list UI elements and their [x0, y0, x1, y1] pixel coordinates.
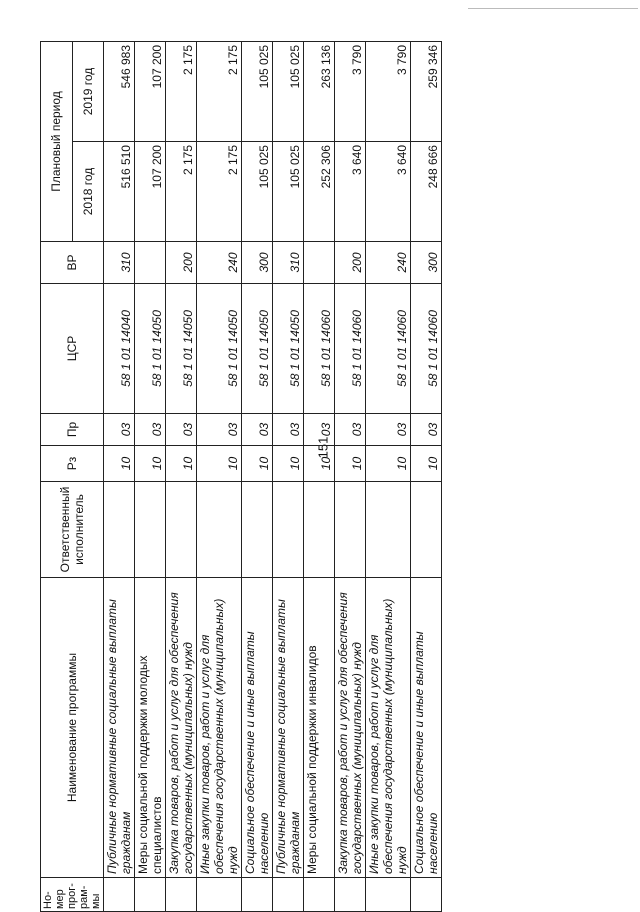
- rz-cell: 10: [242, 446, 273, 482]
- program-number-cell: [273, 878, 304, 912]
- vr-cell: 240: [366, 242, 411, 284]
- vr-cell: 240: [197, 242, 242, 284]
- table-row: [304, 41, 335, 911]
- csr-cell: 58 1 01 14040: [104, 284, 135, 414]
- rz-cell: 10: [411, 446, 442, 482]
- table-row: [197, 41, 242, 911]
- program-name-cell: Социальное обеспечение и иные выплаты населению: [411, 578, 442, 878]
- vr-cell: [304, 242, 335, 284]
- program-number-cell: [304, 878, 335, 912]
- vr-cell: 310: [273, 242, 304, 284]
- pr-cell: 03: [366, 414, 411, 446]
- table-row: [411, 41, 442, 911]
- program-name-cell: Иные закупки товаров, работ и услуг для обеспечения государственных (муниципальных) нужд: [197, 578, 242, 878]
- amount-2018-cell: 3 640: [366, 142, 411, 242]
- vr-cell: 300: [242, 242, 273, 284]
- program-name-cell: Меры социальной поддержки инвалидов: [304, 578, 335, 878]
- rz-cell: 10: [273, 446, 304, 482]
- program-number-cell: [166, 878, 197, 912]
- vr-cell: 200: [335, 242, 366, 284]
- header-planning-period: Плановый период: [41, 41, 73, 241]
- program-number-cell: [411, 878, 442, 912]
- pr-cell: 03: [242, 414, 273, 446]
- pr-cell: 03: [304, 414, 335, 446]
- pr-cell: 03: [166, 414, 197, 446]
- executor-cell: [135, 482, 166, 578]
- executor-cell: [104, 482, 135, 578]
- executor-cell: [366, 482, 411, 578]
- vr-cell: 300: [411, 242, 442, 284]
- executor-cell: [197, 482, 242, 578]
- pr-cell: 03: [273, 414, 304, 446]
- program-name-cell: Социальное обеспечение и иные выплаты населению: [242, 578, 273, 878]
- program-number-cell: [135, 878, 166, 912]
- program-name-cell: Закупка товаров, работ и услуг для обеспечения государственных (муниципальных) нужд: [335, 578, 366, 878]
- amount-2019-cell: 107 200: [135, 41, 166, 141]
- amount-2019-cell: 263 136: [304, 41, 335, 141]
- csr-cell: 58 1 01 14050: [242, 284, 273, 414]
- program-name-cell: Публичные нормативные социальные выплаты гражданам: [104, 578, 135, 878]
- amount-2019-cell: 3 790: [335, 41, 366, 141]
- program-number-cell: [366, 878, 411, 912]
- budget-table: [40, 41, 442, 912]
- amount-2019-cell: 2 175: [166, 41, 197, 141]
- program-name-cell: Иные закупки товаров, работ и услуг для обеспечения государственных (муниципальных) нужд: [366, 578, 411, 878]
- csr-cell: 58 1 01 14060: [335, 284, 366, 414]
- amount-2018-cell: 248 666: [411, 142, 442, 242]
- table-row: [242, 41, 273, 911]
- table-body: [104, 41, 442, 911]
- executor-cell: [304, 482, 335, 578]
- executor-cell: [273, 482, 304, 578]
- header-program-number: Но-мер прог-рам-мы: [41, 878, 104, 912]
- amount-2019-cell: 259 346: [411, 41, 442, 141]
- table-row: [273, 41, 304, 911]
- header-executor: Ответственный исполнитель: [41, 482, 104, 578]
- program-name-cell: Меры социальной поддержки молодых специалистов: [135, 578, 166, 878]
- amount-2018-cell: 2 175: [166, 142, 197, 242]
- pr-cell: 03: [335, 414, 366, 446]
- table-row: [135, 41, 166, 911]
- vr-cell: 200: [166, 242, 197, 284]
- executor-cell: [166, 482, 197, 578]
- vr-cell: 310: [104, 242, 135, 284]
- amount-2019-cell: 105 025: [273, 41, 304, 141]
- vr-cell: [135, 242, 166, 284]
- rz-cell: 10: [335, 446, 366, 482]
- program-number-cell: [104, 878, 135, 912]
- header-year-2019: 2019 год: [72, 41, 104, 141]
- header-vr: ВР: [41, 242, 104, 284]
- amount-2018-cell: 252 306: [304, 142, 335, 242]
- table-row: [104, 41, 135, 911]
- pr-cell: 03: [104, 414, 135, 446]
- csr-cell: 58 1 01 14060: [366, 284, 411, 414]
- amount-2019-cell: 2 175: [197, 41, 242, 141]
- header-pr: Пр: [41, 414, 104, 446]
- program-name-cell: Закупка товаров, работ и услуг для обеспечения государственных (муниципальных) нужд: [166, 578, 197, 878]
- amount-2018-cell: 2 175: [197, 142, 242, 242]
- amount-2018-cell: 516 510: [104, 142, 135, 242]
- rotated-page: [40, 42, 600, 912]
- rz-cell: 10: [104, 446, 135, 482]
- amount-2019-cell: 3 790: [366, 41, 411, 141]
- amount-2018-cell: 107 200: [135, 142, 166, 242]
- pr-cell: 03: [135, 414, 166, 446]
- table-row: [166, 41, 197, 911]
- table-row: [366, 41, 411, 911]
- csr-cell: 58 1 01 14050: [197, 284, 242, 414]
- executor-cell: [335, 482, 366, 578]
- table-row: [335, 41, 366, 911]
- csr-cell: 58 1 01 14050: [166, 284, 197, 414]
- csr-cell: 58 1 01 14050: [135, 284, 166, 414]
- amount-2019-cell: 105 025: [242, 41, 273, 141]
- csr-cell: 58 1 01 14050: [273, 284, 304, 414]
- header-rz: Рз: [41, 446, 104, 482]
- rz-cell: 10: [135, 446, 166, 482]
- header-program-name: Наименование программы: [41, 578, 104, 878]
- csr-cell: 58 1 01 14060: [411, 284, 442, 414]
- rz-cell: 10: [366, 446, 411, 482]
- page-number: 151: [315, 436, 331, 459]
- rz-cell: 10: [166, 446, 197, 482]
- amount-2019-cell: 546 983: [104, 41, 135, 141]
- amount-2018-cell: 105 025: [273, 142, 304, 242]
- program-number-cell: [335, 878, 366, 912]
- amount-2018-cell: 105 025: [242, 142, 273, 242]
- executor-cell: [411, 482, 442, 578]
- rz-cell: 10: [304, 446, 335, 482]
- header-csr: ЦСР: [41, 284, 104, 414]
- program-name-cell: Публичные нормативные социальные выплаты гражданам: [273, 578, 304, 878]
- program-number-cell: [242, 878, 273, 912]
- scan-edge-mark: [468, 2, 638, 9]
- pr-cell: 03: [197, 414, 242, 446]
- program-number-cell: [197, 878, 242, 912]
- pr-cell: 03: [411, 414, 442, 446]
- csr-cell: 58 1 01 14060: [304, 284, 335, 414]
- rz-cell: 10: [197, 446, 242, 482]
- executor-cell: [242, 482, 273, 578]
- header-year-2018: 2018 год: [72, 142, 104, 242]
- amount-2018-cell: 3 640: [335, 142, 366, 242]
